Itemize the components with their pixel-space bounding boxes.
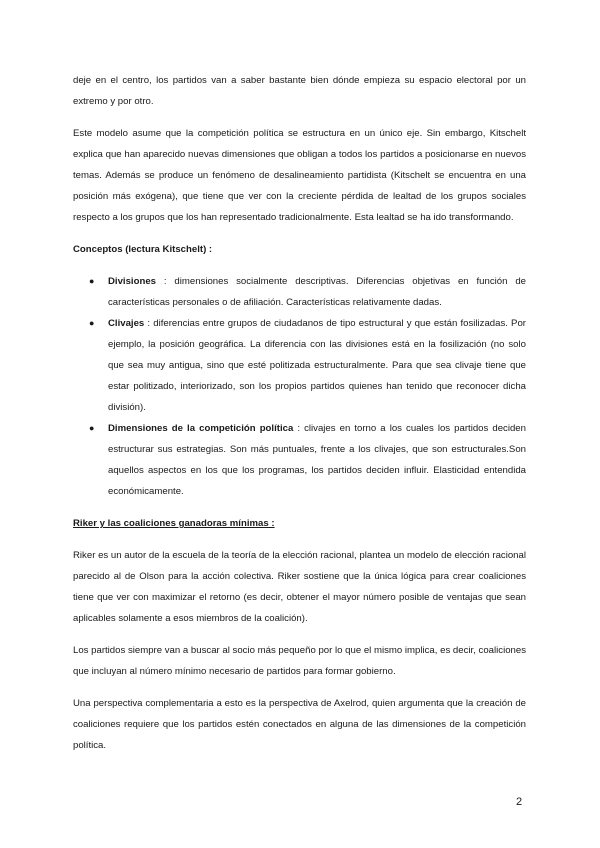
paragraph-continuation: deje en el centro, los partidos van a saber bastante bien dónde empieza su espacio electoral por un extremo y por otro. bbox=[73, 75, 526, 107]
list-item bbox=[73, 271, 526, 313]
concept-definition: : diferencias entre grupos de ciudadanos de tipo estructural y que están fosilizadas. Por ejemplo, la posición geográfica. La diferencia con las divisiones está en la fosilización (no solo que sea muy antigua, sino que esté politizada estructuralmente. Para que sea clivaje tiene que estar politizado, interiorizado, son los propios partidos quienes han tenido que reconocer dicha división). bbox=[108, 318, 526, 413]
riker-heading: Riker y las coaliciones ganadoras mínimas : bbox=[73, 518, 275, 529]
concept-term: Clivajes bbox=[108, 318, 145, 329]
bullet-icon: ● bbox=[89, 423, 95, 433]
paragraph-smallest-partner: Los partidos siempre van a buscar al socio más pequeño por lo que el mismo implica, es decir, coaliciones que incluyan al número mínimo necesario de partidos para formar gobierno. bbox=[73, 645, 526, 677]
document-body bbox=[73, 70, 526, 756]
list-item bbox=[73, 313, 526, 418]
bullet-icon: ● bbox=[89, 318, 95, 328]
paragraph-axelrod: Una perspectiva complementaria a esto es la perspectiva de Axelrod, quien argumenta que la creación de coaliciones requiere que los partidos estén conectados en alguna de las dimensiones de la competición política. bbox=[73, 698, 526, 751]
bullet-icon: ● bbox=[89, 276, 95, 286]
paragraph-kitschelt-model: Este modelo asume que la competición política se estructura en un único eje. Sin embargo, Kitschelt explica que han aparecido nuevas dimensiones que obligan a todos los partidos a posicionarse en nuevos temas. Además se produce un fenómeno de desalineamiento partidista (Kitschelt se encuentra en una posición más exógena), que tiene que ver con la creciente pérdida de lealtad de los grupos sociales respecto a los grupos que los han representado tradicionalmente. Esta lealtad se ha ido transformando. bbox=[73, 128, 526, 223]
concepts-list bbox=[73, 271, 526, 502]
concept-definition: : clivajes en torno a los cuales los partidos deciden estructurar sus estrategias. Son más puntuales, frente a los clivajes, que son estructurales.Son aquellos aspectos en los que los programas, los partidos deciden influir. Elasticidad entendida económicamente. bbox=[108, 423, 526, 497]
concept-term: Dimensiones de la competición política bbox=[108, 423, 294, 434]
paragraph-riker: Riker es un autor de la escuela de la teoría de la elección racional, plantea un modelo de elección racional parecido al de Olson para la acción colectiva. Riker sostiene que la única lógica para crear coaliciones tiene que ver con maximizar el retorno (es decir, obtener el mayor número posible de ventajas que sean aplicables solamente a esos miembros de la coalición). bbox=[73, 550, 526, 624]
concept-definition: : dimensiones socialmente descriptivas. Diferencias objetivas en función de características personales o de afiliación. Características relativamente dadas. bbox=[108, 276, 526, 308]
list-item bbox=[73, 418, 526, 502]
concept-term: Divisiones bbox=[108, 276, 156, 287]
page-number: 2 bbox=[516, 796, 523, 808]
concepts-heading: Conceptos (lectura Kitschelt) : bbox=[73, 244, 213, 255]
